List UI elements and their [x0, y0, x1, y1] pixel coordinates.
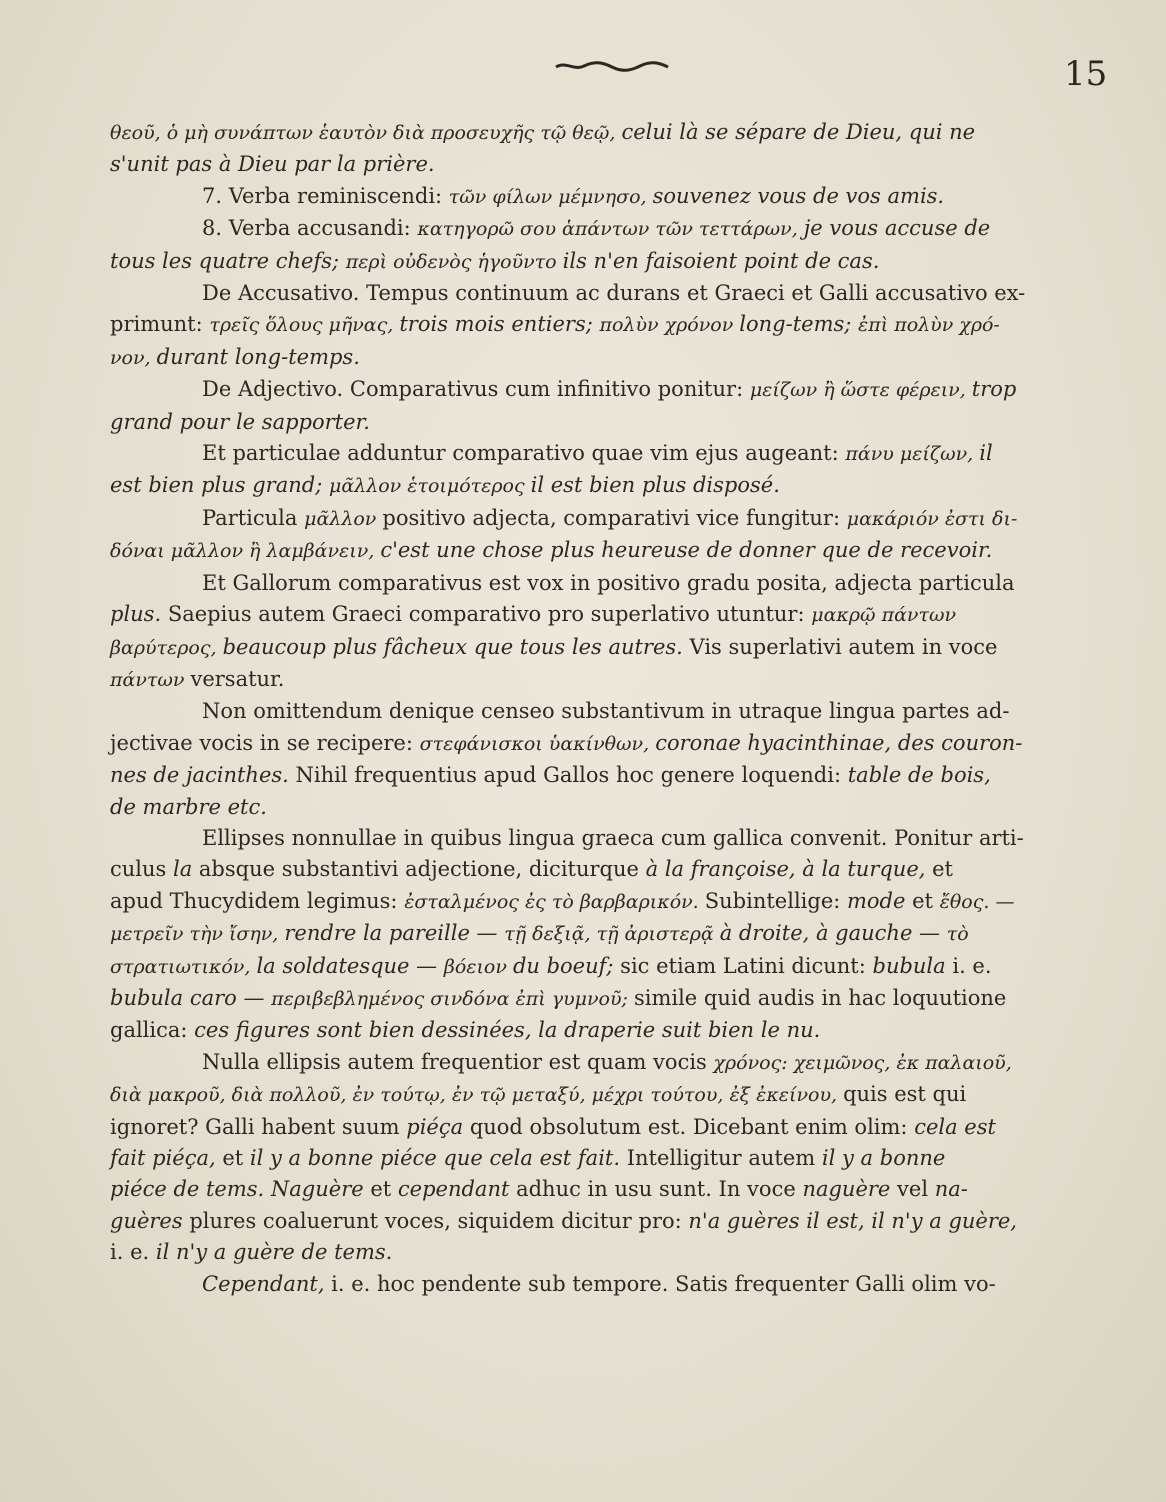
text-segment: du boeuf;	[512, 953, 621, 978]
text-segment: quis est qui	[843, 1082, 967, 1107]
text-segment: vel	[897, 1177, 935, 1202]
text-segment: De Accusativo. Tempus continuum ac durans et Graeci et Galli accusativo ex-	[202, 281, 1026, 306]
text-segment: beaucoup plus fâcheux que tous les autres.	[222, 634, 690, 659]
text-line	[110, 1237, 1105, 1268]
text-segment: τῇ δεξιᾷ, τῇ ἀριστερᾷ	[504, 923, 720, 946]
text-segment: i. e. hoc pendente sub tempore. Satis frequenter Galli olim vo-	[331, 1271, 996, 1296]
text-segment: absque substantivi adjectione, diciturque	[198, 857, 646, 882]
text-segment: μᾶλλον ἑτοιμότερος	[328, 475, 531, 498]
page-number: 15	[1064, 54, 1108, 94]
text-segment: ἐπὶ πολὺν χρό-	[858, 314, 1000, 337]
text-segment: βόειον	[443, 955, 513, 978]
text-segment: ils n'en faisoient point de cas.	[562, 248, 880, 273]
header-ornament	[552, 58, 672, 74]
text-segment: il y a bonne	[821, 1146, 946, 1170]
text-segment: plus.	[110, 602, 168, 627]
text-segment: μᾶλλον	[304, 507, 383, 530]
text-line	[110, 1269, 1105, 1300]
text-line	[110, 1174, 1105, 1205]
text-line	[110, 503, 1105, 535]
text-segment: διὰ μακροῦ, διὰ πολλοῦ, ἐν τούτῳ, ἐν τῷ μεταξύ, μέχρι τούτου, ἐξ ἐκείνου,	[110, 1084, 844, 1107]
text-segment: νον,	[110, 346, 157, 369]
text-segment: n'a guères il est, il n'y a guère,	[688, 1208, 1017, 1233]
text-segment: c'est une chose plus heureuse de donner que de recevoir.	[380, 538, 993, 563]
text-segment: versatur.	[190, 666, 285, 691]
text-line	[110, 278, 1105, 309]
text-segment: Et particulae adduntur comparativo quae vim ejus augeant:	[202, 441, 846, 466]
text-segment: grand pour le sapporter.	[110, 409, 370, 434]
text-segment: Et Gallorum comparativus est vox in positivo gradu posita, adjecta particula	[202, 570, 1015, 595]
text-segment: il y a bonne piéce que cela est fait.	[249, 1146, 627, 1170]
text-line	[110, 983, 1105, 1015]
text-segment: je vous accuse de	[803, 216, 991, 241]
text-line	[110, 664, 1105, 696]
text-segment: naguère	[802, 1177, 898, 1202]
text-line	[110, 181, 1105, 213]
text-segment: ἐσταλμένος ἐς τὸ βαρβαρικόν.	[404, 890, 705, 913]
text-line	[110, 696, 1105, 727]
text-segment: et	[222, 1146, 250, 1170]
text-segment: Nulla ellipsis autem frequentior est quam vocis	[202, 1049, 714, 1074]
text-segment: μετρεῖν τὴν ἴσην,	[110, 923, 285, 946]
text-segment: est bien plus grand;	[110, 473, 329, 498]
text-segment: 7. Verba reminiscendi:	[202, 183, 449, 208]
text-segment: μακρῷ πάντων	[811, 604, 956, 627]
text-segment: Particula	[202, 505, 305, 530]
text-line	[110, 1112, 1105, 1143]
text-segment: piéça	[406, 1114, 470, 1139]
text-line	[110, 117, 1105, 149]
text-line	[110, 760, 1105, 791]
text-line	[110, 213, 1105, 245]
text-segment: gallica:	[110, 1018, 195, 1043]
text-segment: θεοῦ, ὁ μὴ συνάπτων ἑαυτὸν διὰ προσευχῆς τῷ θεῷ,	[110, 122, 622, 144]
text-segment: fait piéça,	[110, 1146, 223, 1170]
text-segment: Vis superlativi autem in voce	[689, 634, 998, 659]
text-segment: quod obsolutum est. Dicebant enim olim:	[469, 1114, 915, 1139]
text-segment: sic etiam Latini dicunt:	[620, 953, 873, 978]
text-segment: primunt:	[110, 312, 210, 337]
text-line	[110, 918, 1105, 950]
body-text	[110, 117, 1105, 1300]
text-segment: il	[979, 441, 993, 466]
text-segment: i. e.	[952, 953, 992, 978]
text-segment: τὸ	[946, 923, 969, 946]
text-segment: Saepius autem Graeci comparativo pro superlativo utuntur:	[167, 602, 812, 627]
text-segment: simile quid audis in hac loquutione	[633, 985, 1007, 1010]
text-segment: apud Thucydidem legimus:	[110, 888, 405, 913]
text-segment: i. e.	[110, 1240, 156, 1265]
text-segment: cependant	[397, 1177, 517, 1202]
text-segment: μείζων ἢ ὥστε φέρειν,	[749, 379, 972, 402]
text-line	[110, 792, 1105, 823]
text-segment: Intelligitur autem	[626, 1146, 822, 1170]
text-line	[110, 246, 1105, 278]
text-line	[110, 632, 1105, 664]
text-line	[110, 1143, 1105, 1174]
text-segment: πάντων	[110, 668, 191, 691]
text-line	[110, 599, 1105, 631]
text-segment: jectivae vocis in se recipere:	[110, 730, 420, 755]
text-segment: s'unit pas à Dieu par la prière.	[110, 152, 435, 177]
text-line	[110, 1047, 1105, 1079]
text-segment: la soldatesque —	[256, 953, 444, 978]
text-line	[110, 342, 1105, 374]
text-segment: πάνυ μείζων,	[845, 443, 980, 466]
text-segment: table de bois,	[847, 763, 991, 788]
text-segment: περὶ οὐδενὸς ἡγοῦντο	[345, 250, 563, 273]
text-segment: χρόνος: χειμῶνος, ἐκ παλαιοῦ,	[713, 1051, 1012, 1074]
text-segment: piéce de tems. Naguère	[110, 1177, 371, 1202]
text-line	[110, 823, 1105, 854]
text-line	[110, 470, 1105, 502]
text-segment: souvenez vous de vos amis.	[652, 183, 945, 208]
text-segment: Ellipses nonnullae in quibus lingua graeca cum gallica convenit. Ponitur arti-	[202, 825, 1024, 850]
text-segment: et	[370, 1177, 398, 1202]
text-segment: Nihil frequentius apud Gallos hoc genere loquendi:	[295, 763, 848, 788]
text-line	[110, 854, 1105, 885]
text-segment: plures coaluerunt voces, siquidem dicitur pro:	[189, 1208, 689, 1233]
text-segment: la	[172, 857, 199, 882]
text-segment: culus	[110, 857, 173, 882]
text-segment: δόναι μᾶλλον ἢ λαμβάνειν,	[110, 540, 381, 563]
text-line	[110, 951, 1105, 983]
text-line	[110, 535, 1105, 567]
text-line	[110, 149, 1105, 180]
text-segment: 8. Verba accusandi:	[202, 216, 418, 241]
text-segment: περιβεβλημένος σινδόνα ἐπὶ γυμνοῦ;	[271, 987, 634, 1010]
text-segment: il n'y a guère de tems.	[155, 1240, 393, 1265]
text-segment: Cependant,	[202, 1271, 332, 1296]
text-segment: guères	[110, 1208, 190, 1233]
text-segment: long-tems;	[739, 312, 859, 337]
text-segment: à droite, à gauche —	[719, 921, 947, 946]
text-segment: στρατιωτικόν,	[110, 955, 257, 978]
text-segment: et	[912, 888, 940, 913]
text-segment: de marbre etc.	[110, 794, 267, 819]
text-line	[110, 438, 1105, 470]
text-line	[110, 1206, 1105, 1237]
text-line	[110, 886, 1105, 918]
text-segment: cela est	[914, 1114, 996, 1139]
text-segment: positivo adjecta, comparativi vice fungitur:	[382, 505, 847, 530]
text-segment: ces figures sont bien dessinées, la draperie suit bien le nu.	[194, 1018, 821, 1043]
text-segment: rendre la pareille —	[284, 921, 505, 946]
text-line	[110, 374, 1105, 406]
text-line	[110, 728, 1105, 760]
text-segment: στεφάνισκοι ὑακίνθων,	[419, 732, 656, 755]
text-segment: trois mois entiers;	[399, 312, 600, 337]
text-line	[110, 309, 1105, 341]
text-segment: nes de jacinthes.	[110, 763, 296, 788]
text-segment: durant long-temps.	[156, 344, 360, 369]
text-segment: Subintellige:	[704, 888, 847, 913]
text-segment: bubula caro —	[110, 985, 272, 1010]
text-segment: τῶν φίλων μέμνησο,	[448, 185, 653, 208]
text-segment: Non omittendum denique censeo substantivum in utraque lingua partes ad-	[202, 699, 1010, 724]
text-segment: celui là se sépare de Dieu, qui ne	[621, 120, 976, 144]
text-segment: bubula	[872, 953, 953, 978]
text-segment: na-	[934, 1177, 968, 1202]
text-line	[110, 1015, 1105, 1046]
text-line	[110, 568, 1105, 599]
text-segment: coronae hyacinthinae, des couron-	[655, 730, 1023, 755]
text-segment: il est bien plus disposé.	[530, 473, 780, 498]
text-segment: et	[932, 857, 953, 882]
text-segment: τρεῖς ὅλους μῆνας,	[209, 314, 400, 337]
text-segment: βαρύτερος,	[110, 636, 223, 659]
text-segment: ἔθος. —	[939, 890, 1015, 913]
text-segment: tous les quatre chefs;	[110, 248, 346, 273]
text-line	[110, 407, 1105, 438]
text-segment: trop	[971, 377, 1017, 402]
text-line	[110, 1079, 1105, 1111]
text-segment: à la françoise, à la turque,	[645, 857, 933, 882]
text-segment: πολὺν χρόνον	[599, 314, 740, 337]
text-segment: mode	[847, 888, 913, 913]
text-segment: μακάριόν ἐστι δι-	[846, 507, 1018, 530]
text-segment: adhuc in usu sunt. In voce	[516, 1177, 803, 1202]
text-segment: De Adjectivo. Comparativus cum infinitivo ponitur:	[202, 377, 750, 402]
text-segment: κατηγορῶ σου ἁπάντων τῶν τεττάρων,	[417, 218, 804, 241]
text-segment: ignoret? Galli habent suum	[110, 1114, 407, 1139]
